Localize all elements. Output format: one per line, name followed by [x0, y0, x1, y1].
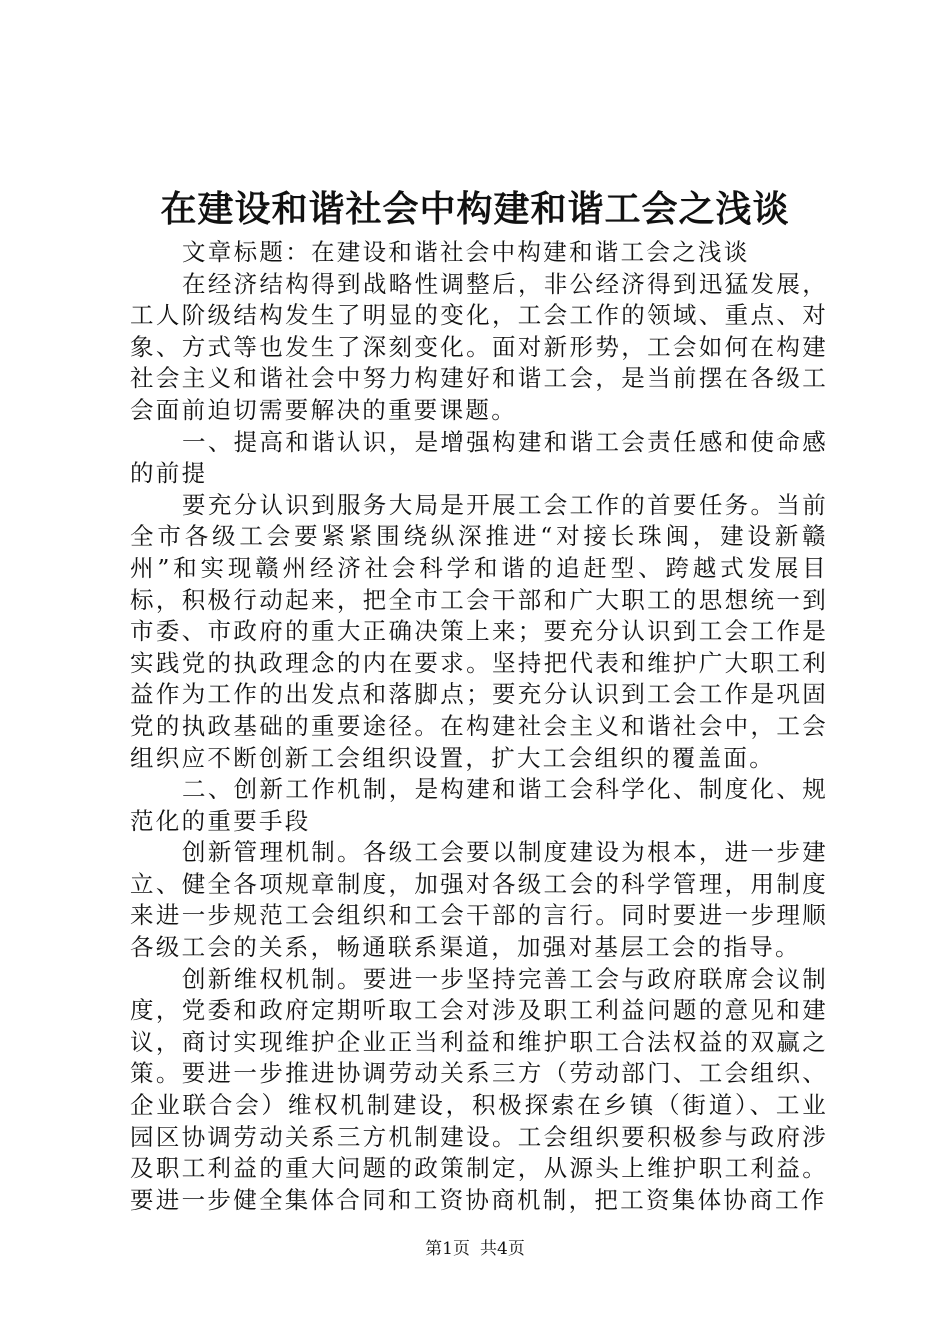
page-number: 第1页 — [425, 1239, 470, 1259]
document-title: 在建设和谐社会中构建和谐工会之浅谈 — [160, 188, 790, 230]
section-heading-2: 二、创新工作机制，是构建和谐工会科学化、制度化、规范化的重要手段 — [130, 775, 828, 835]
section-heading-1: 一、提高和谐认识，是增强构建和谐工会责任感和使命感的前提 — [130, 427, 828, 488]
document-body — [130, 237, 828, 1216]
article-title-line: 文章标题：在建设和谐社会中构建和谐工会之浅谈 — [182, 238, 750, 266]
paragraph-intro: 在经济结构得到战略性调整后，非公经济得到迅猛发展，工人阶级结构发生了明显的变化，工会工作的领域、重点、对象、方式等也发生了深刻变化。面对新形势，工会如何在构建社会主义和谐社会中努力构建好和谐工会，是当前摆在各级工会面前迫切需要解决的重要课题。 — [130, 269, 828, 424]
paragraph-management-mechanism: 创新管理机制。各级工会要以制度建设为根本，进一步建立、健全各项规章制度，加强对各级工会的科学管理，用制度来进一步规范工会组织和工会干部的言行。同时要进一步理顺各级工会的关系，畅通联系渠道，加强对基层工会的指导。 — [130, 838, 828, 962]
page-footer — [0, 1237, 950, 1261]
page-total: 共4页 — [480, 1239, 525, 1259]
paragraph-section-1: 要充分认识到服务大局是开展工会工作的首要任务。当前全市各级工会要紧紧围绕纵深推进“对接长珠闽，建设新赣州”和实现赣州经济社会科学和谐的追赶型、跨越式发展目标，积极行动起来，把全市工会干部和广大职工的思想统一到市委、市政府的重大正确决策上来；要充分认识到工会工作是实践党的执政理念的内在要求。坚持把代表和维护广大职工利益作为工作的出发点和落脚点；要充分认识到工会工作是巩固党的执政基础的重要途径。在构建社会主义和谐社会中，工会组织应不断创新工会组织设置，扩大工会组织的覆盖面。 — [130, 490, 828, 772]
paragraph-rights-mechanism: 创新维权机制。要进一步坚持完善工会与政府联席会议制度，党委和政府定期听取工会对涉及职工利益问题的意见和建议，商讨实现维护企业正当利益和维护职工合法权益的双赢之策。要进一步推进协调劳动关系三方（劳动部门、工会组织、企业联合会）维权机制建设，积极探索在乡镇（街道）、工业园区协调劳动关系三方机制建设。工会组织要积极参与政府涉及职工利益的重大问题的政策制定，从源头上维护职工利益。要进一步健全集体合同和工资协商机制，把工资集体协商工作 — [130, 964, 828, 1214]
